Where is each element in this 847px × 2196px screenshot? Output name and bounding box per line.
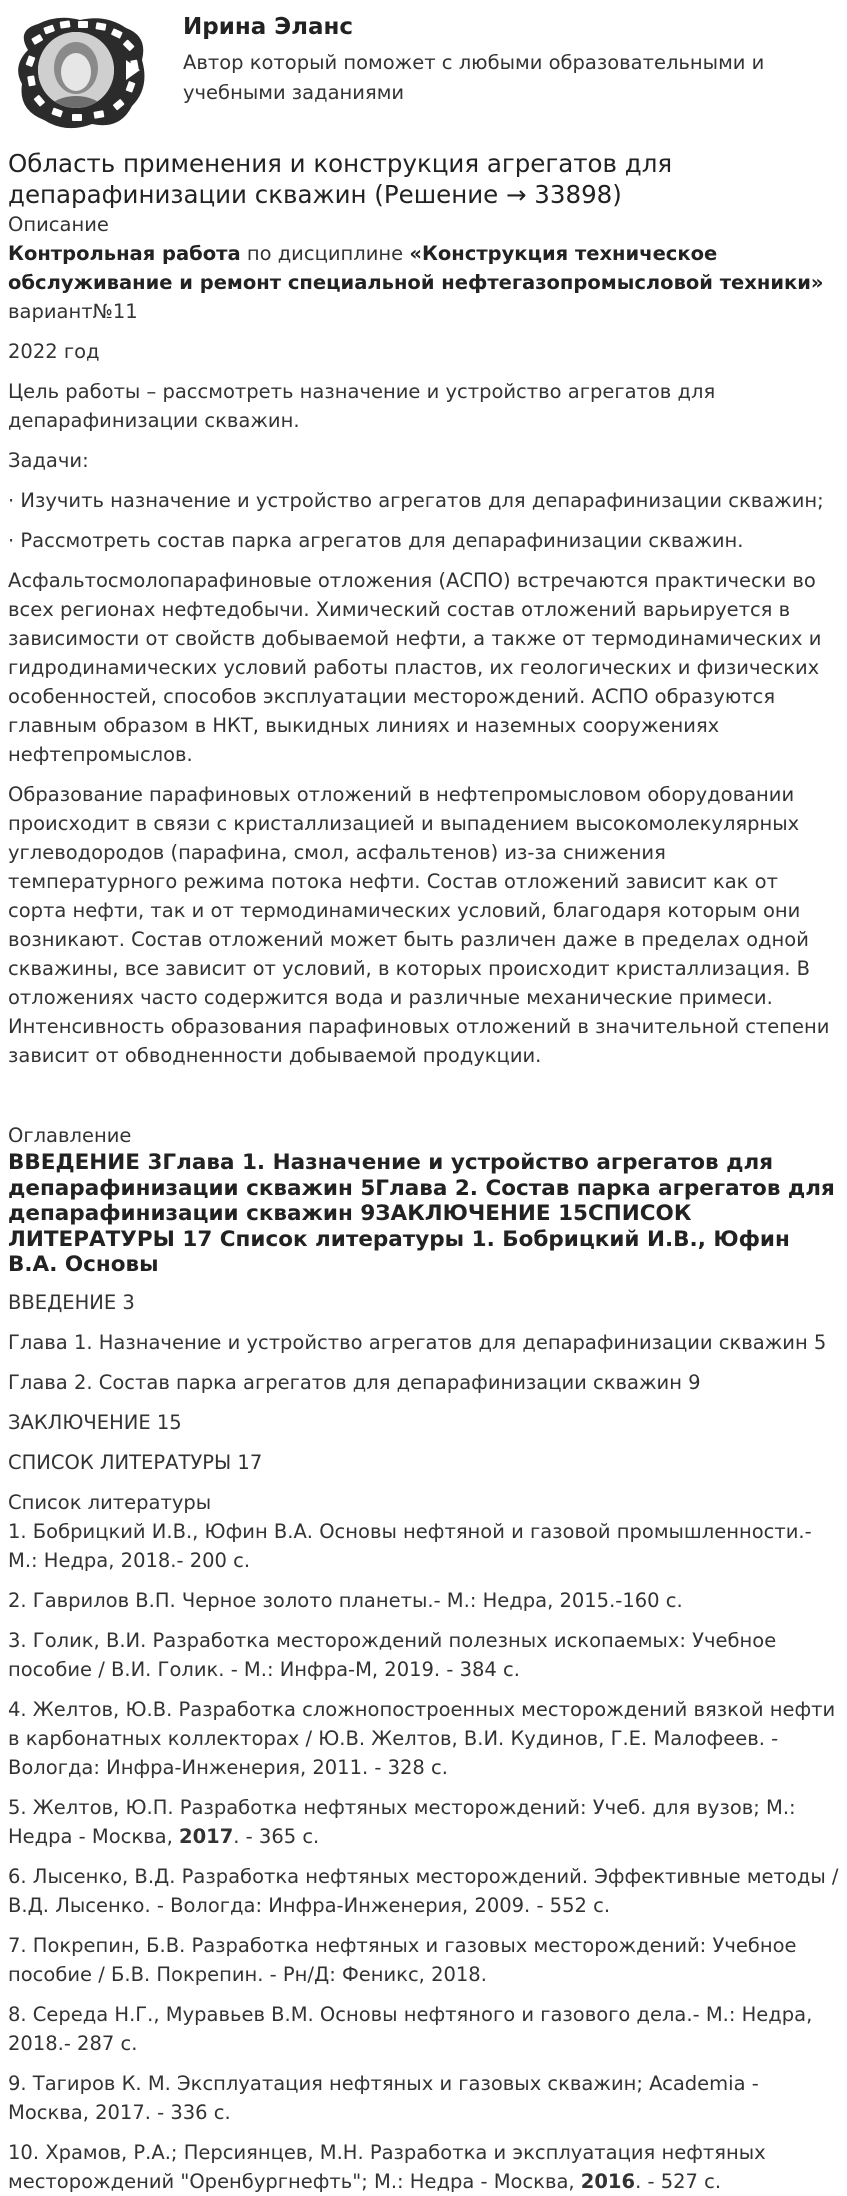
author-info <box>183 10 839 108</box>
avatar-film-icon <box>8 10 153 135</box>
reference-item: 4. Желтов, Ю.В. Разработка сложнопостроенных месторождений вязкой нефти в карбонатных коллекторах / Ю.В. Желтов, В.И. Кудинов, Г.Е. Малофеев. - Вологда: Инфра-Инженерия, 2011. - 328 c. <box>8 1697 836 1779</box>
description-label: Описание <box>8 213 109 236</box>
reference-text: . - 527 с. <box>635 2169 722 2193</box>
reference-year: 2016 <box>580 2169 636 2193</box>
toc-item: Глава 2. Состав парка агрегатов для депарафинизации скважин 9 <box>8 1370 701 1394</box>
toc-heading: ВВЕДЕНИЕ 3Глава 1. Назначение и устройство агрегатов для депарафинизации скважин 5Глава 2. Состав парка агрегатов для депарафинизации скважин 9ЗАКЛЮЧЕНИЕ 15СПИСОК ЛИТЕРАТУРЫ 17 Список литературы 1. Бобрицкий И.В., Юфин В.А. Основы <box>8 1150 835 1277</box>
author-name[interactable]: Ирина Эланс <box>183 14 354 40</box>
description-paragraph: Асфальтосмолопарафиновые отложения (АСПО) встречаются практически во всех регионах нефтедобычи. Химический состав отложений варьируется в зависимости от свойств добываемой нефти, а также от термодинамических и гидродинамических условий работы пластов, их геологических и физических особенностей, способов эксплуатации месторождений. АСПО образуются главным образом в НКТ, выкидных линиях и наземных сооружениях нефтепромыслов. <box>8 569 822 766</box>
reference-text: 5. Желтов, Ю.П. Разработка нефтяных месторождений: Учеб. для вузов; М.: Недра - Москва, <box>8 1795 796 1848</box>
description-intro <box>8 239 839 326</box>
reference-year: 2017 <box>179 1824 234 1848</box>
reference-text: 10. Храмов, Р.А.; Персиянцев, М.Н. Разработка и эксплуатация нефтяных месторождений "Оренбургнефть"; М.: Недра - Москва, <box>8 2140 766 2193</box>
reference-text: . - 365 с. <box>233 1824 320 1848</box>
reference-item: 7. Покрепин, Б.В. Разработка нефтяных и газовых месторождений: Учебное пособие / Б.В. Покрепин. - Рн/Д: Феникс, 2018. <box>8 1933 797 1986</box>
discipline-name: «Конструкция техническое обслуживание и ремонт специальной нефтегазопромысловой техники» <box>8 242 824 294</box>
author-card <box>8 0 839 140</box>
reference-item <box>8 1793 839 1851</box>
goal-paragraph: Цель работы – рассмотреть назначение и устройство агрегатов для депарафинизации скважин. <box>8 380 716 432</box>
reference-item: 6. Лысенко, В.Д. Разработка нефтяных месторождений. Эффективные методы / В.Д. Лысенко. - Вологда: Инфра-Инженерия, 2009. - 552 c. <box>8 1864 839 1917</box>
page-title: Область применения и конструкция агрегатов для депарафинизации скважин (Решение → 33898) <box>8 149 673 209</box>
section-spacer <box>8 1081 839 1121</box>
reference-item: 8. Середа Н.Г., Муравьев В.М. Основы нефтяного и газового дела.- М.: Недра, 2018.- 287 с. <box>8 2002 813 2055</box>
toc-item: Глава 1. Назначение и устройство агрегатов для депарафинизации скважин 5 <box>8 1330 827 1354</box>
toc-item: СПИСОК ЛИТЕРАТУРЫ 17 <box>8 1450 263 1474</box>
discipline-prefix: по дисциплине <box>240 242 410 265</box>
references-label: Список литературы <box>8 1490 212 1514</box>
toc-item: ЗАКЛЮЧЕНИЕ 15 <box>8 1410 182 1434</box>
task-item: · Изучить назначение и устройство агрегатов для депарафинизации скважин; <box>8 489 824 512</box>
reference-item: 2. Гаврилов В.П. Черное золото планеты.- М.: Недра, 2015.-160 с. <box>8 1588 683 1612</box>
reference-item: 3. Голик, В.И. Разработка месторождений полезных ископаемых: Учебное пособие / В.И. Голик. - М.: Инфра-М, 2019. - 384 c. <box>8 1628 777 1681</box>
variant: вариант№11 <box>8 300 138 323</box>
year: 2022 год <box>8 340 100 363</box>
tasks-label: Задачи: <box>8 449 89 472</box>
author-avatar[interactable] <box>8 10 153 135</box>
description-paragraph: Образование парафиновых отложений в нефтепромысловом оборудовании происходит в связи с кристаллизацией и выпадением высокомолекулярных углеводородов (парафина, смол, асфальтенов) из-за снижения температурного режима потока нефти. Состав отложений зависит как от сорта нефти, так и от термодинамических условий, благодаря которым они возникают. Состав отложений может быть различен даже в пределах одной скважины, все зависит от условий, в которых происходит кристаллизация. В отложениях часто содержится вода и различные механические примеси. Интенсивность образования парафиновых отложений в значительной степени зависит от обводненности добываемой продукции. <box>8 783 830 1067</box>
toc-label: Оглавление <box>8 1124 132 1147</box>
task-item: · Рассмотреть состав парка агрегатов для депарафинизации скважин. <box>8 529 744 552</box>
author-description: Автор который поможет с любыми образовательными и учебными заданиями <box>183 51 765 104</box>
toc-item: ВВЕДЕНИЕ 3 <box>8 1290 135 1314</box>
reference-item: 9. Тагиров К. М. Эксплуатация нефтяных и газовых скважин; Academia - Москва, 2017. - 336 с. <box>8 2071 759 2124</box>
reference-item <box>8 2138 839 2196</box>
reference-item: 1. Бобрицкий И.В., Юфин В.А. Основы нефтяной и газовой промышленности.- М.: Недра, 2018.- 200 с. <box>8 1519 812 1572</box>
work-type: Контрольная работа <box>8 242 241 265</box>
